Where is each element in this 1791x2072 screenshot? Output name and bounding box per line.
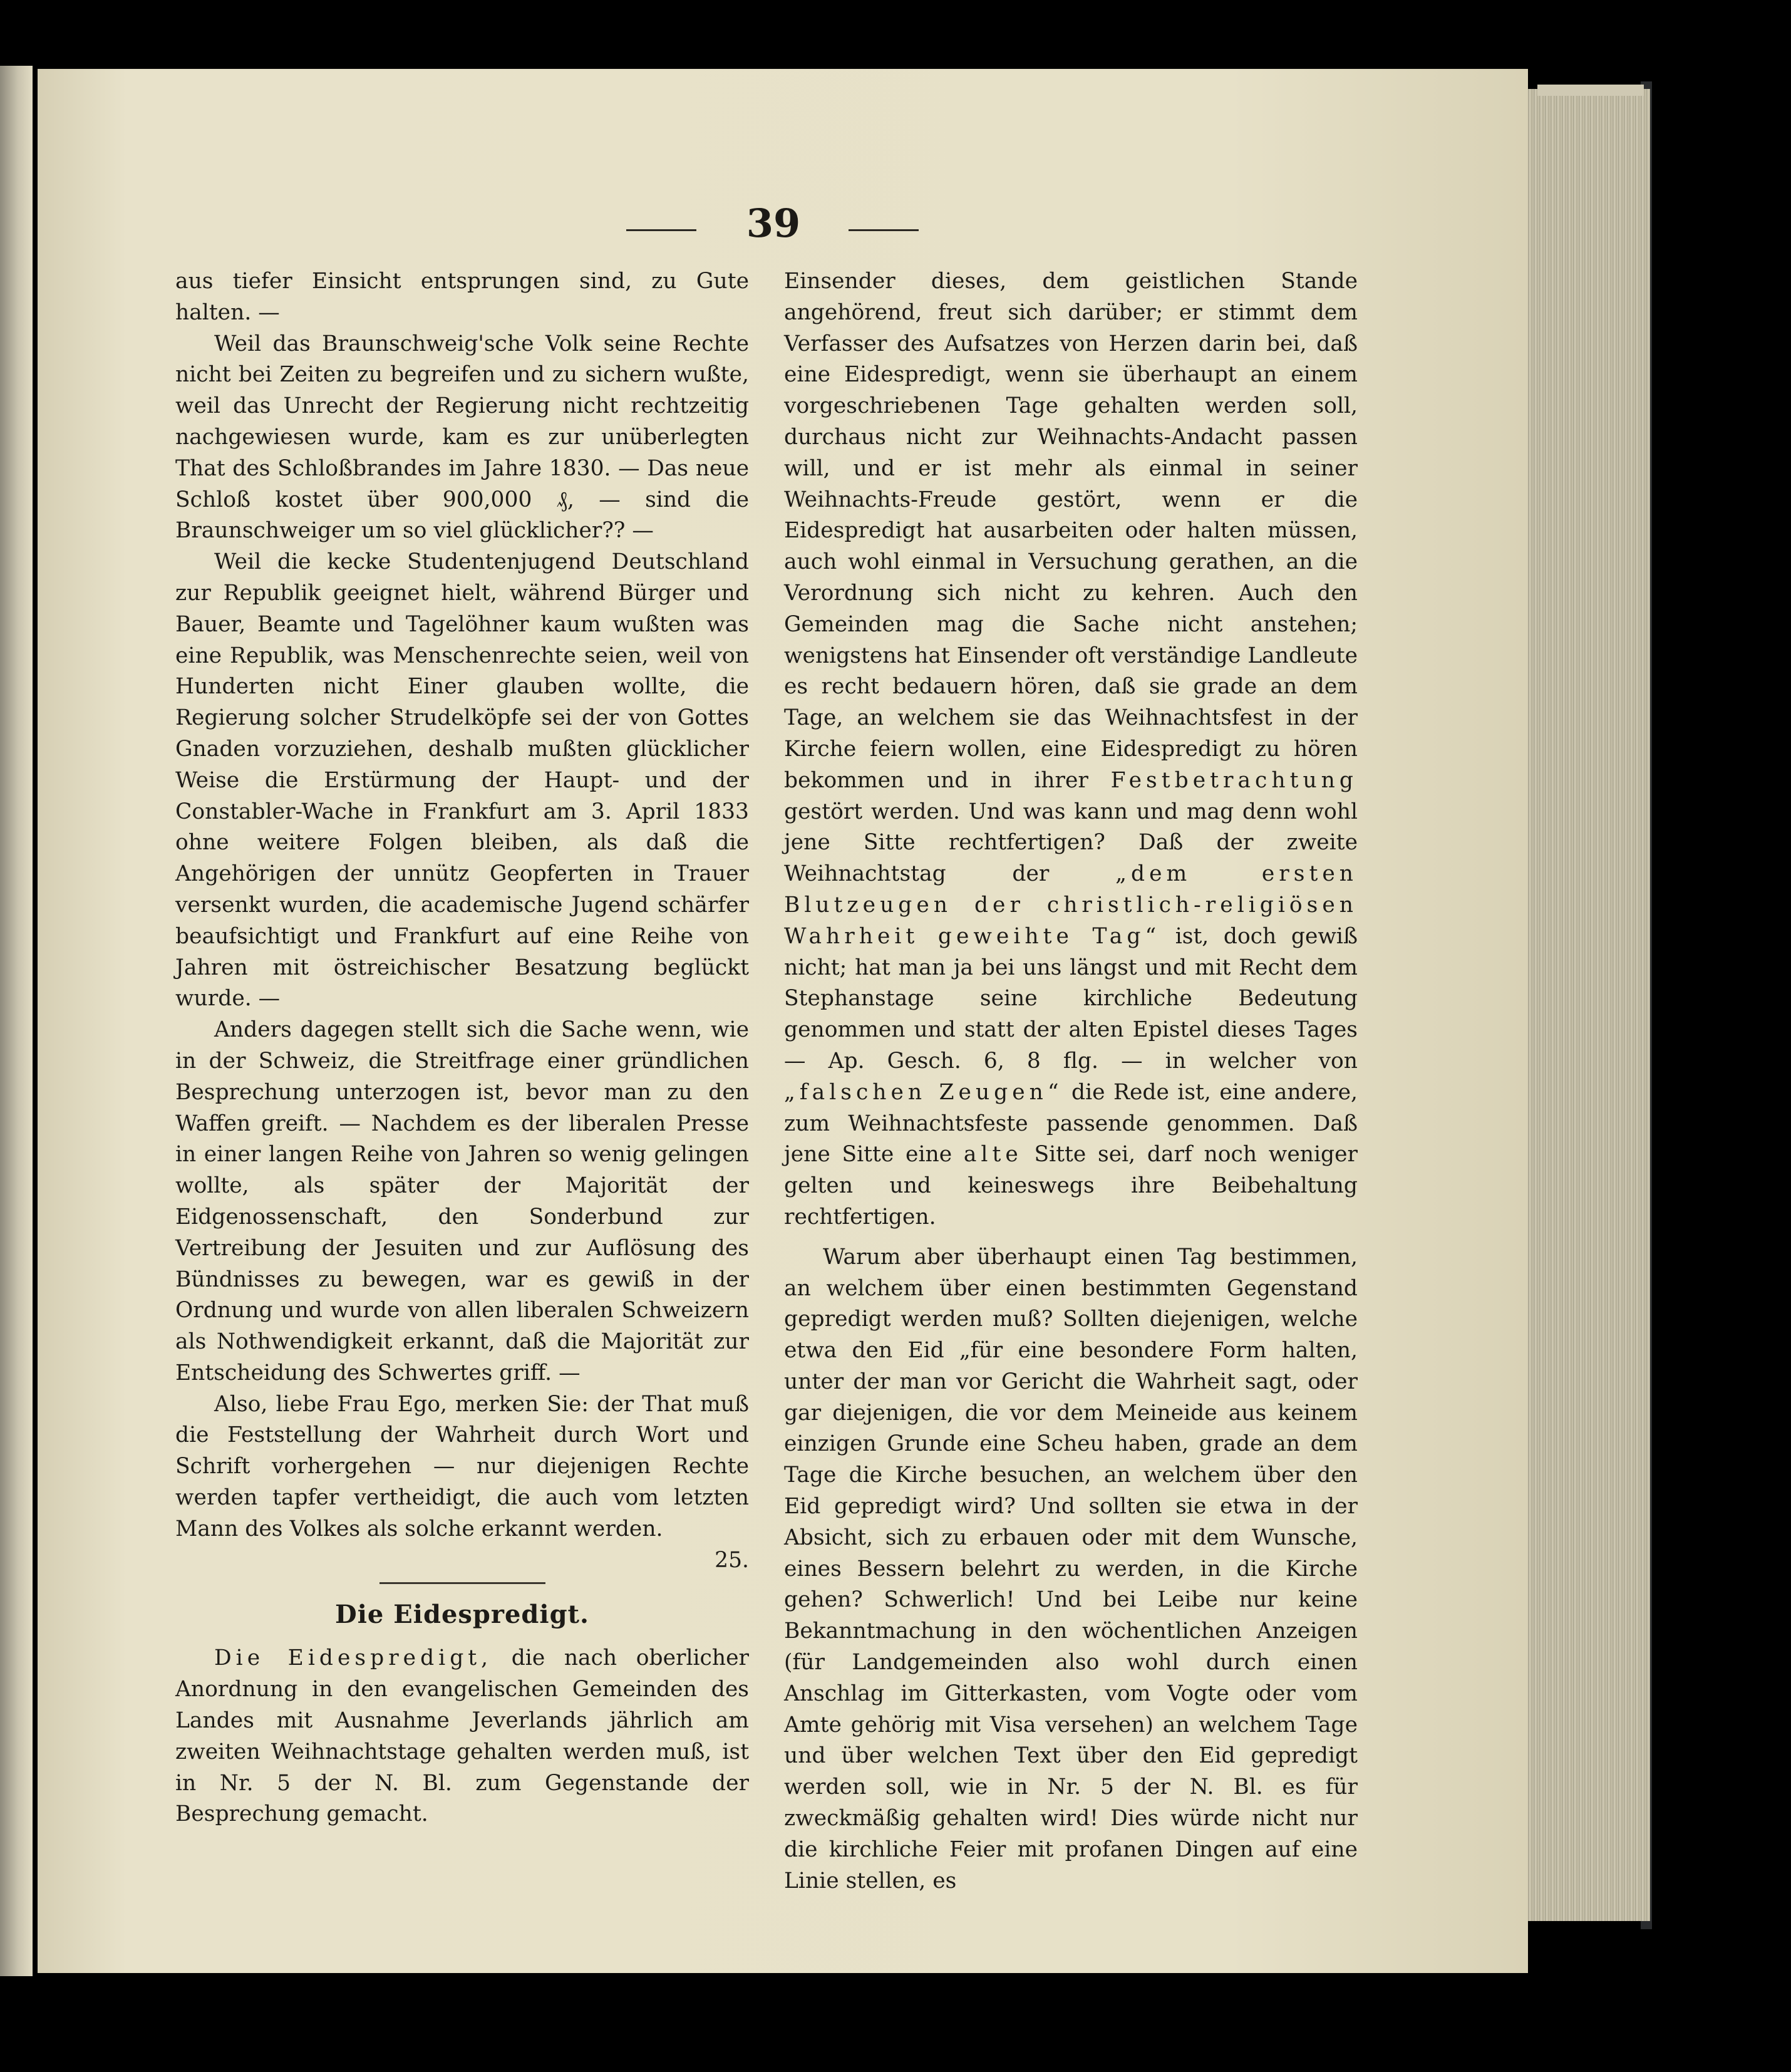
- spaced-emphasis: „falschen Zeugen“: [784, 1079, 1063, 1105]
- spaced-emphasis: „dem ersten Blutzeugen der christlich-religiösen Wahrheit geweihte Tag“: [784, 861, 1358, 949]
- paragraph: Warum aber überhaupt einen Tag bestimmen, an welchem über einen bestimmten Gegenstand gepredigt werden muß? Sollten diejenigen, welche etwa den Eid „für eine besondere Form halten, unter der man vor Gericht die Wahrheit sagt, oder gar diejenigen, die vor dem Meineide aus keinem einzigen Grunde eine Scheu haben, grade an dem Tage die Kirche besuchen, an welchem über den Eid gepredigt wird? Und sollten sie etwa in der Absicht, sich zu erbauen oder mit dem Wunsche, eines Bessern belehrt zu werden, in die Kirche gehen? Schwerlich! Und bei Leibe nur keine Bekanntmachung in den wöchentlichen Anzeigen (für Landgemeinden also wohl durch einen Anschlag im Gitterkasten, vom Vogte oder vom Amte gehörig mit Visa versehen) an welchem Tage und über welchen Text über den Eid gepredigt werden soll, wie in Nr. 5 der N. Bl. es für zweckmäßig gehalten wird! Dies würde nicht nur die kirchliche Feier mit profanen Dingen auf eine Linie stellen, es: [784, 1244, 1358, 1893]
- author-signature: 25.: [715, 1547, 749, 1573]
- header-rule-left: [626, 229, 696, 231]
- facing-page-edge: [0, 66, 33, 1976]
- spaced-emphasis: alte: [963, 1142, 1023, 1168]
- left-column: [175, 266, 749, 1830]
- page-block-edges: [1528, 89, 1650, 1921]
- paragraph-text: gestört werden. Und was kann und mag denn wohl jene Sitte rechtfertigen? Daß der zweite Weihnachtstag der: [784, 799, 1358, 887]
- paragraph: Anders dagegen stellt sich die Sache wenn, wie in der Schweiz, die Streitfrage einer gründlichen Besprechung unterzogen ist, bevor man zu den Waffen greift. — Nachdem es der liberalen Presse in einer langen Reihe von Jahren so wenig gelingen wollte, als später der Majorität der Eidgenossenschaft, den Sonderbund zur Vertreibung der Jesuiten und zur Auflösung des Bündnisses zu bewegen, war es gewiß in der Ordnung und wurde von allen liberalen Schweizern als Nothwendigkeit erkannt, daß die Majorität zur Entscheidung des Schwertes griff. —: [175, 1017, 749, 1386]
- paragraph-text: Einsender dieses, dem geistlichen Stande angehörend, freut sich darüber; er stimmt dem Verfasser des Aufsatzes von Herzen darin bei, daß eine Eidespredigt, wenn sie überhaupt an einem vorgeschriebenen Tage gehalten werden soll, durchaus nicht zur Weihnachts-Andacht passen will, und er ist mehr als einmal in seiner Weihnachts-Freude gestört, wenn er die Eidespredigt hat ausarbeiten oder halten müssen, auch wohl einmal in Versuchung gerathen, an die Verordnung sich nicht zu kehren. Auch den Gemeinden mag die Sache nicht anstehen; wenigstens hat Einsender oft verständige Landleute es recht bedauern hören, daß sie grade an dem Tage, an welchem sie das Weihnachtsfest in der Kirche feiern wollen, eine Eidespredigt zu hören bekommen und in ihrer: [784, 269, 1358, 793]
- paragraph-text: die nach oberlicher Anordnung in den evangelischen Gemeinden des Landes mit Ausnahme Jeverlands jährlich am zweiten Weihnachtstage gehalten werden muß, ist in Nr. 5 der N. Bl. zum Gegenstande der Besprechung gemacht.: [175, 1645, 750, 1827]
- right-column: [784, 266, 1358, 1897]
- article-title: Die Eidespredigt.: [335, 1600, 589, 1630]
- paragraph: Also, liebe Frau Ego, merken Sie: der That muß die Feststellung der Wahrheit durch Wort und Schrift vorhergehen — nur diejenigen Rechte werden tapfer vertheidigt, die auch vom letzten Mann des Volkes als solche erkannt werden.: [175, 1391, 749, 1541]
- paragraph-text: die Rede ist, eine andere, zum Weihnachtsfeste passende genommen. Daß jene Sitte eine: [784, 1079, 1358, 1168]
- spaced-emphasis: Die Eidespredigt,: [214, 1645, 493, 1671]
- paragraph-text: ist, doch gewiß nicht; hat man ja bei uns längst und mit Recht dem Stephanstage seine kirchliche Bedeutung genommen und statt der alten Epistel dieses Tages — Ap. Gesch. 6, 8 flg. — in welcher von: [784, 923, 1358, 1074]
- page-number: 39: [746, 200, 801, 246]
- paragraph-text: Sitte sei, darf noch weniger gelten und keineswegs ihre Beibehaltung rechtfertigen.: [784, 1142, 1358, 1230]
- spaced-emphasis: Festbetrachtung: [1110, 767, 1358, 793]
- paragraph: Weil die kecke Studentenjugend Deutschland zur Republik geeignet hielt, während Bürger und Bauer, Beamte und Tagelöhner kaum wußten was eine Republik, was Menschenrechte seien, weil von Hunderten nicht Einer glauben wollte, die Regierung solcher Strudelköpfe sei der von Gottes Gnaden vorzuziehen, deshalb mußten glücklicher Weise die Erstürmung der Haupt- und der Constabler-Wache in Frankfurt am 3. April 1833 ohne weitere Folgen bleiben, als daß die Angehörigen der unnütz Geopferten in Trauer versenkt wurden, die academische Jugend schärfer beaufsichtigt und Frankfurt auf eine Reihe von Jahren mit östreichischer Besatzung beglückt wurde. —: [175, 549, 749, 1012]
- paragraph: Weil das Braunschweig'sche Volk seine Rechte nicht bei Zeiten zu begreifen und zu sichern wußte, weil das Unrecht der Regierung nicht rechtzeitig nachgewiesen wurde, kam es zur unüberlegten That des Schloßbrandes im Jahre 1830. — Das neue Schloß kostet über 900,000 ₰, — sind die Braunschweiger um so viel glücklicher?? —: [175, 331, 749, 544]
- page-leaf-top: [1537, 85, 1644, 96]
- article-separator: [379, 1582, 545, 1584]
- paragraph: aus tiefer Einsicht entsprungen sind, zu Gute halten. —: [175, 269, 749, 325]
- paragraph: [784, 266, 1358, 1233]
- paragraph: [175, 1643, 749, 1830]
- header-rule-right: [849, 229, 919, 231]
